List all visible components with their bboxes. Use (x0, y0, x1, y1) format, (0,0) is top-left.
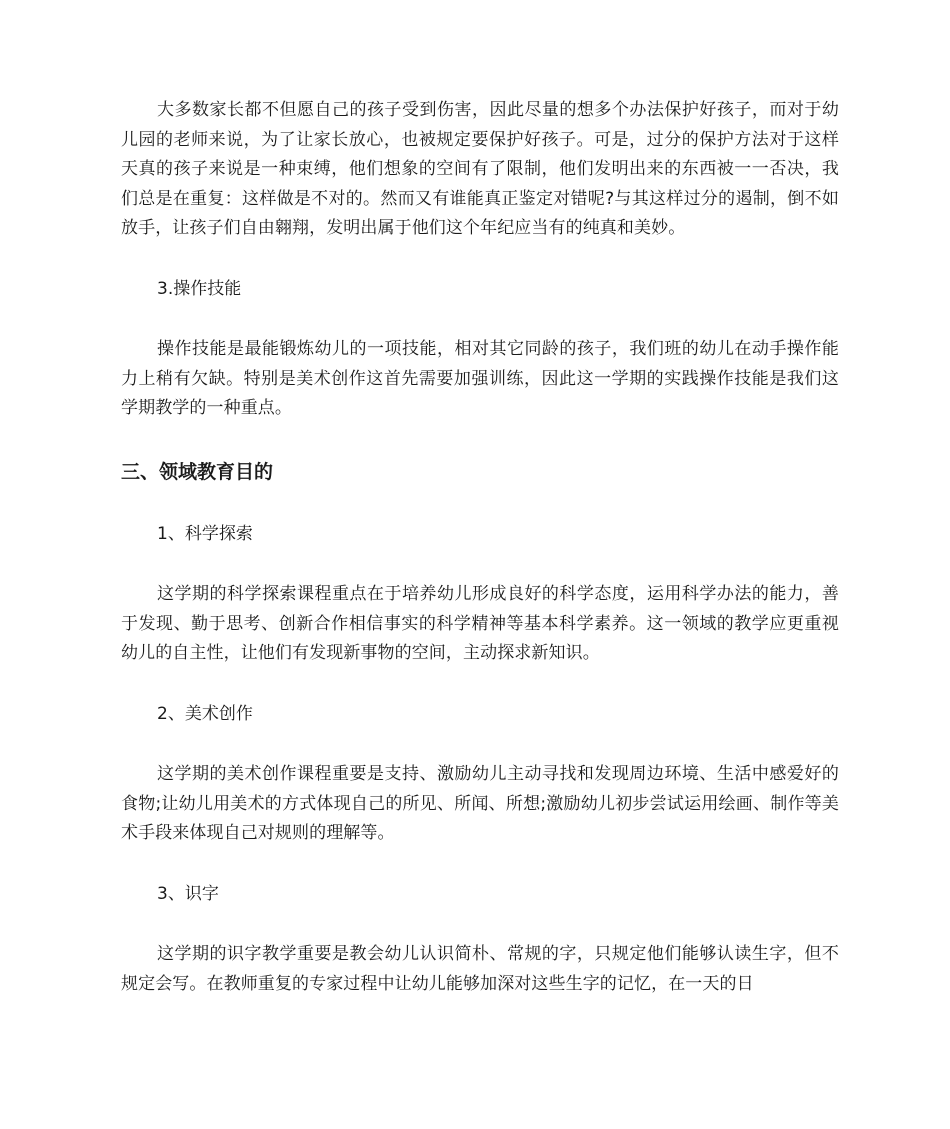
document-body (121, 96, 839, 999)
paragraph-science: 这学期的科学探索课程重点在于培养幼儿形成良好的科学态度，运用科学办法的能力，善于发现、勤于思考、创新合作相信事实的科学精神等基本科学素养。这一领域的教学应更重视幼儿的自主性，让他们有发现新事物的空间，主动探求新知识。 (121, 584, 839, 663)
subheading-literacy: 3、识字 (157, 883, 219, 904)
paragraph-operation-skills: 操作技能是最能锻炼幼儿的一项技能，相对其它同龄的孩子，我们班的幼儿在动手操作能力上稍有欠缺。特别是美术创作这首先需要加强训练，因此这一学期的实践操作技能是我们这学期教学的一种重点。 (121, 339, 839, 418)
paragraph-literacy: 这学期的识字教学重要是教会幼儿认识简朴、常规的字，只规定他们能够认读生字，但不规定会写。在教师重复的专家过程中让幼儿能够加深对这些生字的记忆，在一天的日 (121, 944, 839, 994)
subheading-science: 1、科学探索 (157, 523, 253, 544)
paragraph-intro: 大多数家长都不但愿自己的孩子受到伤害，因此尽量的想多个办法保护好孩子，而对于幼儿园的老师来说，为了让家长放心，也被规定要保护好孩子。可是，过分的保护方法对于这样天真的孩子来说是一种束缚，他们想象的空间有了限制，他们发明出来的东西被一一否决，我们总是在重复：这样做是不对的。然而又有谁能真正鉴定对错呢?与其这样过分的遏制，倒不如放手，让孩子们自由翱翔，发明出属于他们这个年纪应当有的纯真和美妙。 (121, 100, 839, 238)
subheading-operation-skills: 3.操作技能 (157, 278, 242, 299)
subheading-art: 2、美术创作 (157, 703, 253, 724)
section-heading: 三、领域教育目的 (121, 460, 274, 483)
paragraph-art: 这学期的美术创作课程重要是支持、激励幼儿主动寻找和发现周边环境、生活中感爱好的食物;让幼儿用美术的方式体现自己的所见、所闻、所想;激励幼儿初步尝试运用绘画、制作等美术手段来体现自己对规则的理解等。 (121, 764, 839, 843)
